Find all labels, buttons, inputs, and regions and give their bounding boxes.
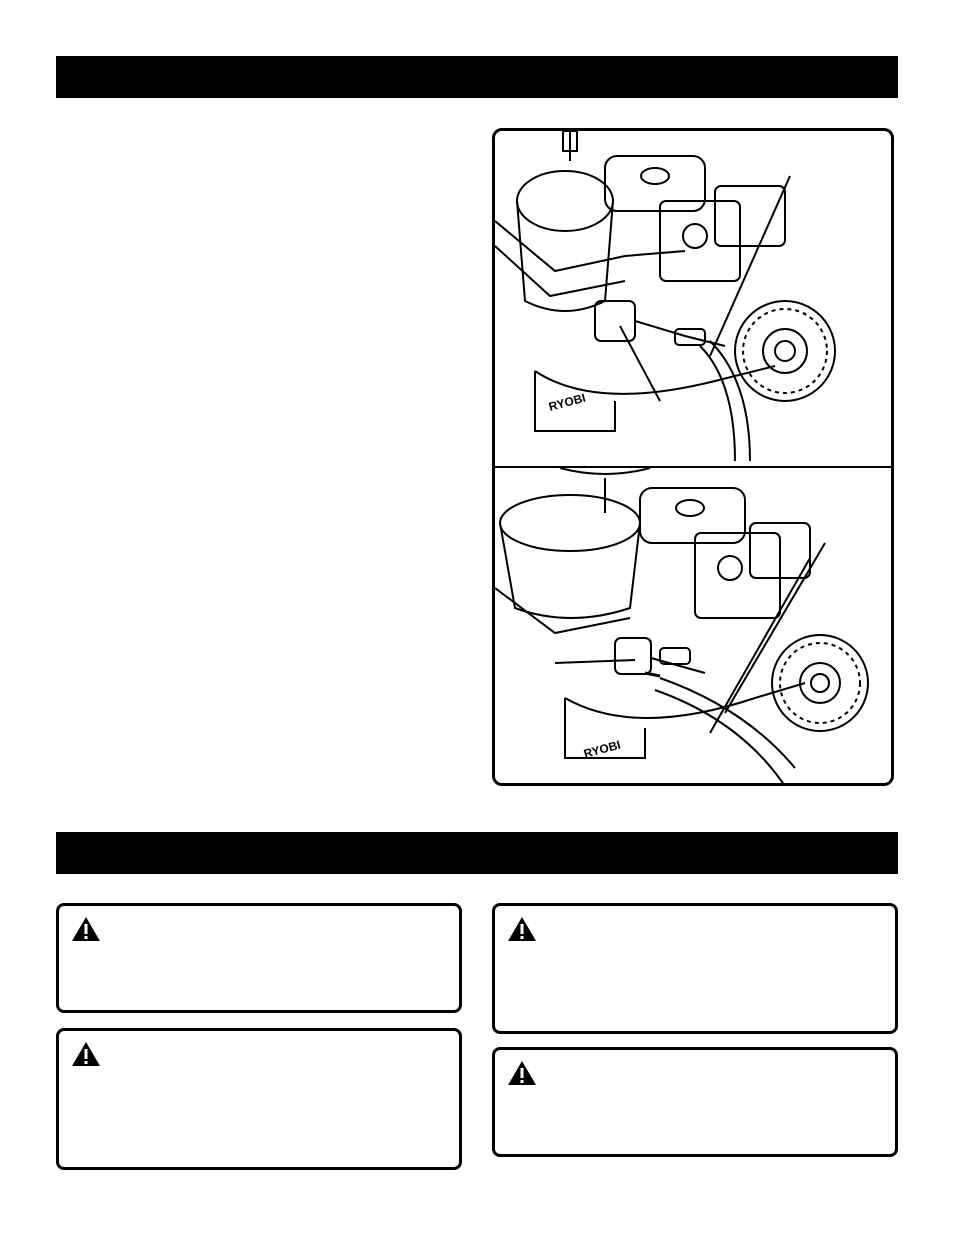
- tub-rim: [500, 495, 640, 551]
- engine-block: [695, 533, 780, 618]
- figure-lower-illustration: [495, 468, 894, 786]
- callout-line-lower: [620, 326, 660, 401]
- wheel-tire: [772, 635, 868, 731]
- callout-line-right-b: [710, 558, 810, 733]
- air-filter: [715, 186, 785, 246]
- warning-box: [492, 903, 898, 1034]
- section-header-bottom: [56, 832, 898, 874]
- frame-handle: [495, 221, 685, 271]
- callout-line-left: [555, 660, 635, 663]
- tub-body: [517, 201, 613, 311]
- wheel-tire: [735, 301, 835, 401]
- warning-box: [492, 1047, 898, 1157]
- brand-logo-lower: RYOBI: [582, 737, 623, 761]
- engine-block: [660, 201, 740, 281]
- warning-box: [56, 1028, 462, 1170]
- section-header-top: [56, 56, 898, 98]
- warning-triangle-icon: [71, 916, 101, 942]
- warning-triangle-icon: [71, 1041, 101, 1067]
- warning-box: [56, 903, 462, 1013]
- tub-rim: [517, 171, 613, 231]
- pump-body: [595, 301, 635, 341]
- warning-triangle-icon: [507, 916, 537, 942]
- reel-knob: [560, 468, 650, 474]
- callout-line-right-a: [725, 543, 825, 713]
- figure-upper-illustration: [495, 131, 894, 466]
- high-pressure-hose: [700, 346, 735, 461]
- assembly-figure: [492, 128, 894, 786]
- pump-body: [615, 638, 651, 674]
- tub-body: [500, 523, 640, 618]
- brand-logo-upper: RYOBI: [547, 390, 588, 414]
- warning-triangle-icon: [507, 1060, 537, 1086]
